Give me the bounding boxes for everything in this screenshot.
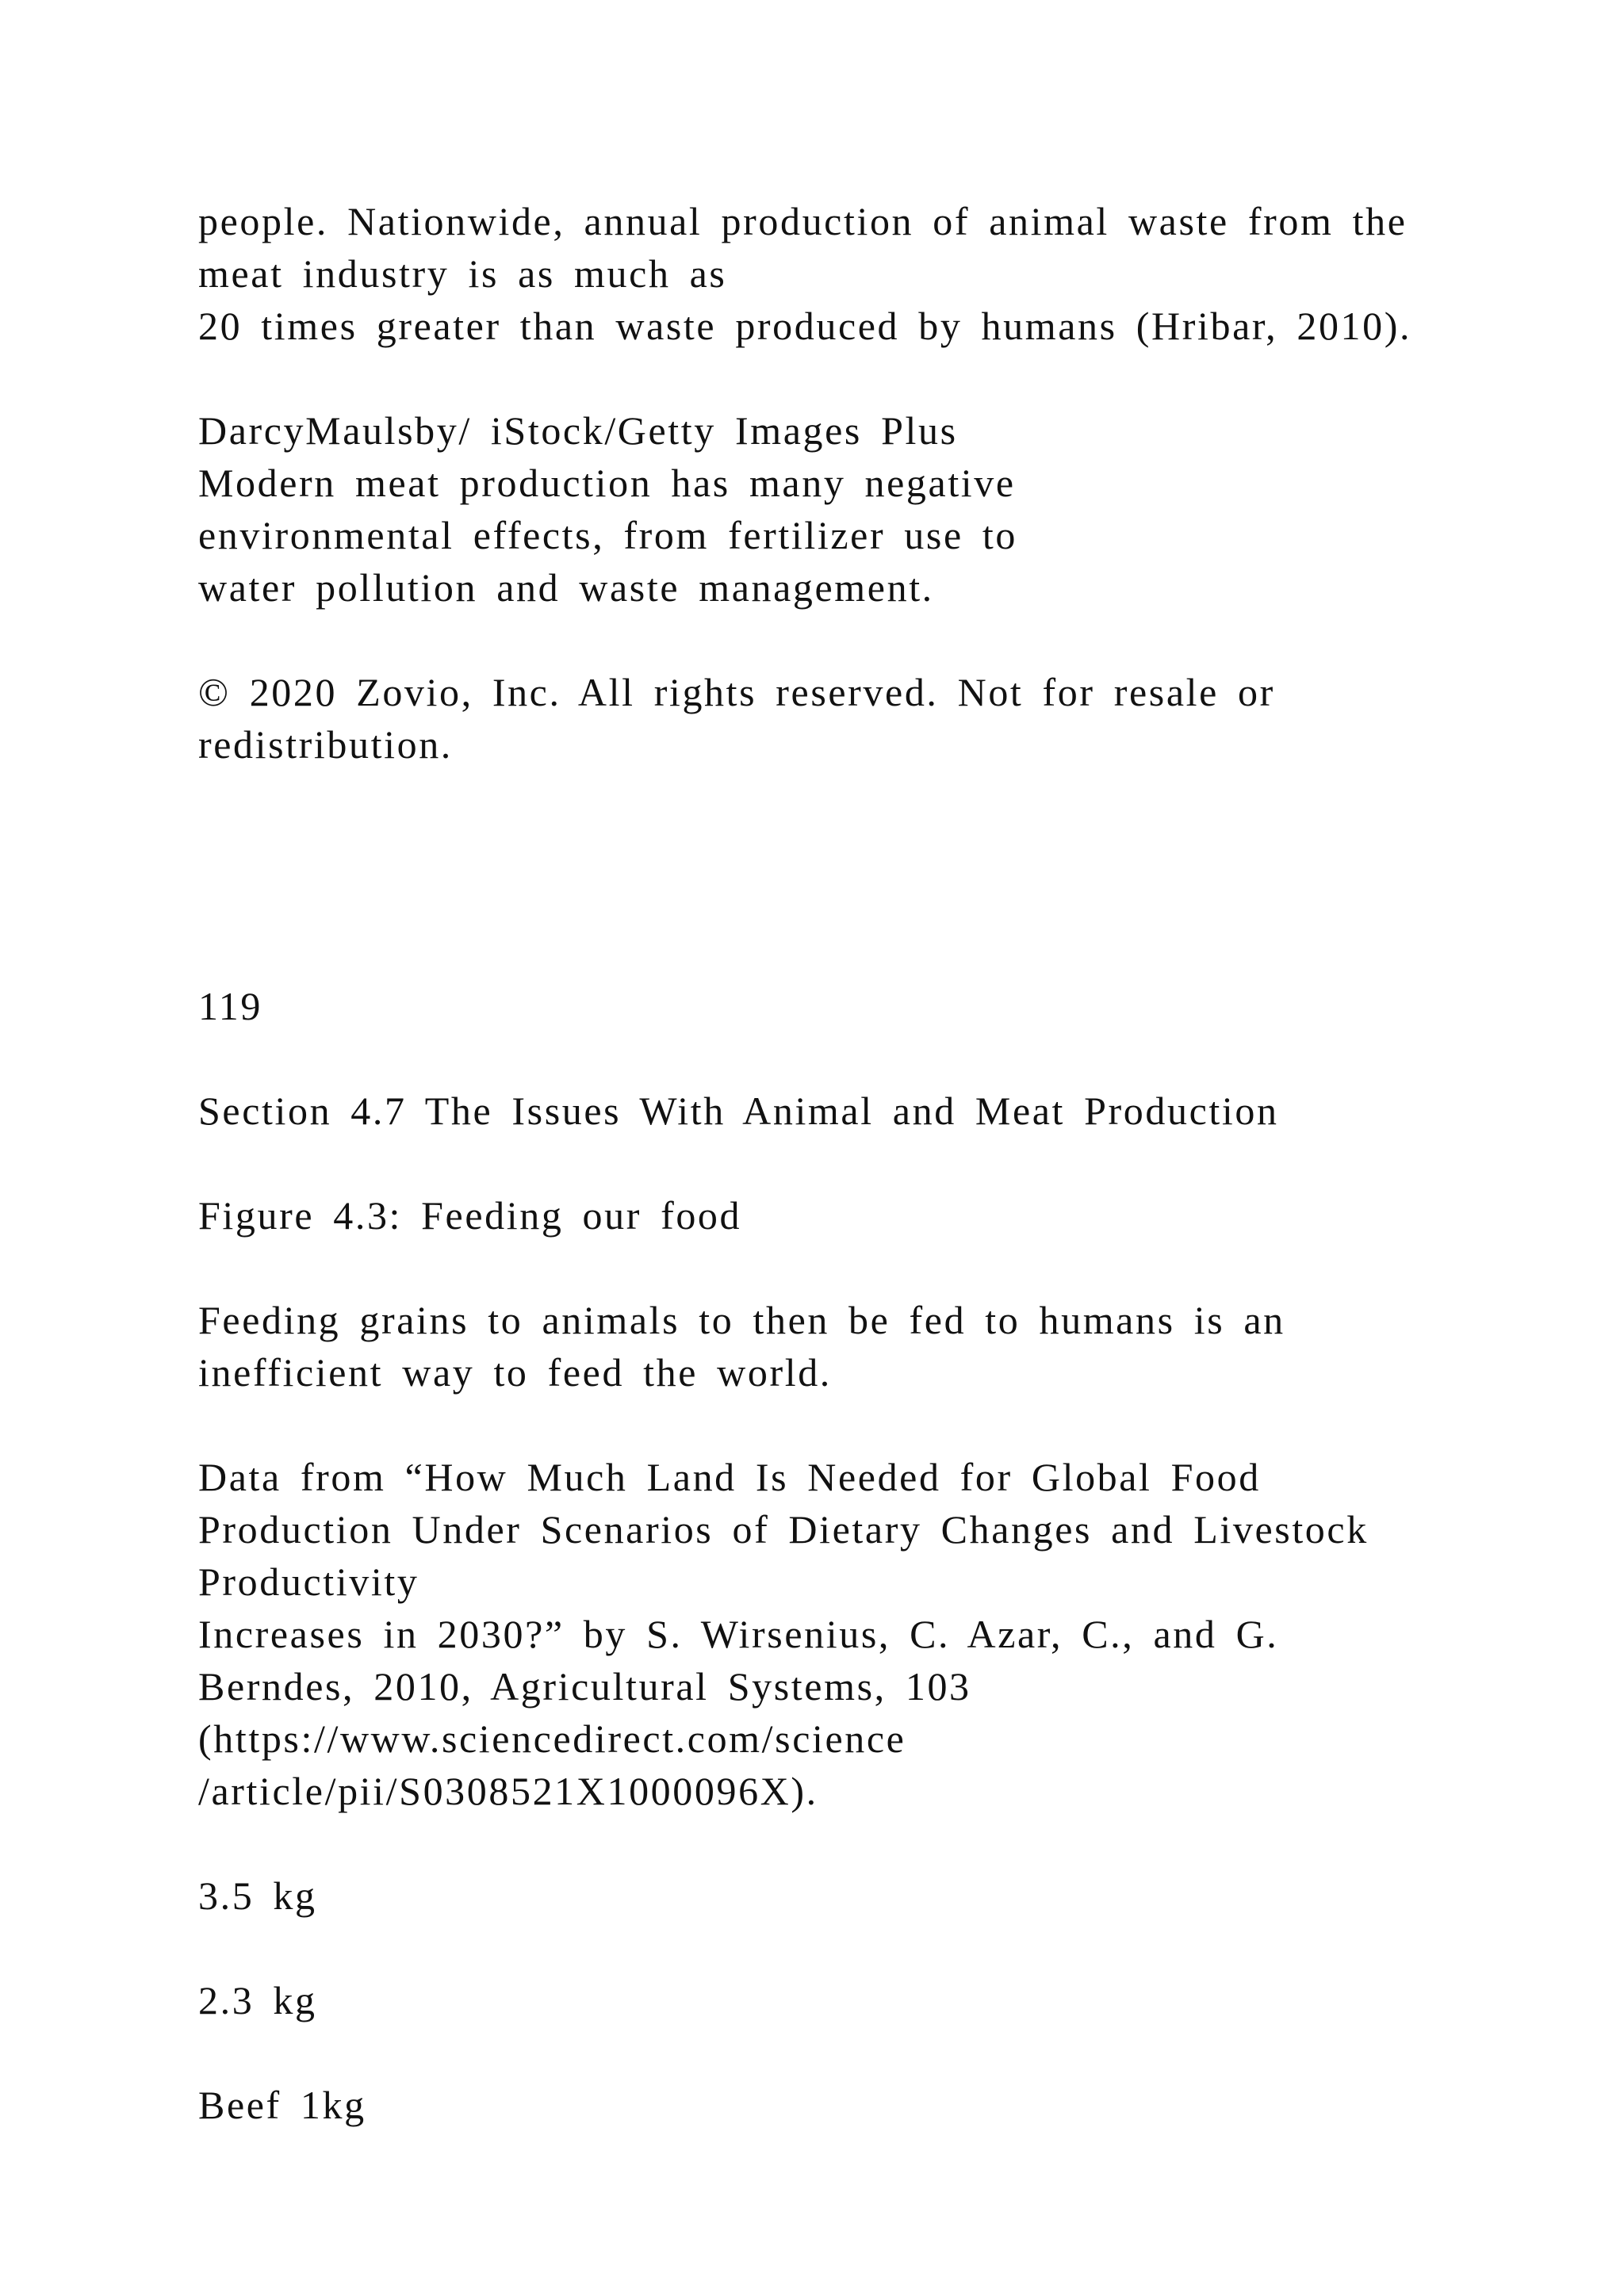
photo-credit-block <box>198 404 1507 614</box>
photo-caption-line: Modern meat production has many negative <box>198 461 1016 505</box>
text-line: meat industry is as much as <box>198 251 727 296</box>
spacer <box>198 352 1507 404</box>
citation-line: (https://www.sciencedirect.com/science <box>198 1716 906 1761</box>
copyright-notice <box>198 666 1507 771</box>
figure-title: Figure 4.3: Feeding our food <box>198 1193 742 1238</box>
photo-credit: DarcyMaulsby/ iStock/Getty Images Plus <box>198 408 958 453</box>
spacer <box>198 1137 1507 1189</box>
citation-line: Increases in 2030?” by S. Wirsenius, C. Azar, C., and G. <box>198 1612 1279 1656</box>
figure-caption-line: Feeding grains to animals to then be fed to humans is an <box>198 1298 1285 1342</box>
citation-line: Productivity <box>198 1559 419 1604</box>
spacer <box>198 614 1507 666</box>
citation-line: Production Under Scenarios of Dietary Changes and Livestock <box>198 1507 1369 1552</box>
spacer <box>198 771 1507 980</box>
section-heading: Section 4.7 The Issues With Animal and Meat Production <box>198 1089 1279 1133</box>
document-page <box>198 195 1507 2131</box>
data-source-citation <box>198 1451 1507 1817</box>
figure-caption-line: inefficient way to feed the world. <box>198 1350 832 1395</box>
photo-caption-line: environmental effects, from fertilizer use to <box>198 513 1017 557</box>
figure-label-beef: Beef 1kg <box>198 2083 366 2127</box>
text-line: 20 times greater than waste produced by humans (Hribar, 2010). <box>198 304 1412 348</box>
paragraph-animal-waste <box>198 195 1507 352</box>
spacer <box>198 1922 1507 1974</box>
copyright-line: © 2020 Zovio, Inc. All rights reserved. Not for resale or <box>198 670 1275 714</box>
copyright-line: redistribution. <box>198 722 453 767</box>
spacer <box>198 1817 1507 1869</box>
figure-label-2-3-kg: 2.3 kg <box>198 1978 317 2022</box>
figure-caption <box>198 1294 1507 1399</box>
citation-line: /article/pii/S0308521X1000096X). <box>198 1769 818 1813</box>
spacer <box>198 1242 1507 1294</box>
figure-label-3-5-kg: 3.5 kg <box>198 1873 317 1918</box>
spacer <box>198 1032 1507 1085</box>
page-number: 119 <box>198 984 262 1028</box>
text-line: people. Nationwide, annual production of animal waste from the <box>198 199 1408 243</box>
spacer <box>198 1399 1507 1451</box>
spacer <box>198 2026 1507 2079</box>
citation-line: Berndes, 2010, Agricultural Systems, 103 <box>198 1664 971 1709</box>
photo-caption-line: water pollution and waste management. <box>198 565 934 610</box>
citation-line: Data from “How Much Land Is Needed for Global Food <box>198 1455 1261 1499</box>
